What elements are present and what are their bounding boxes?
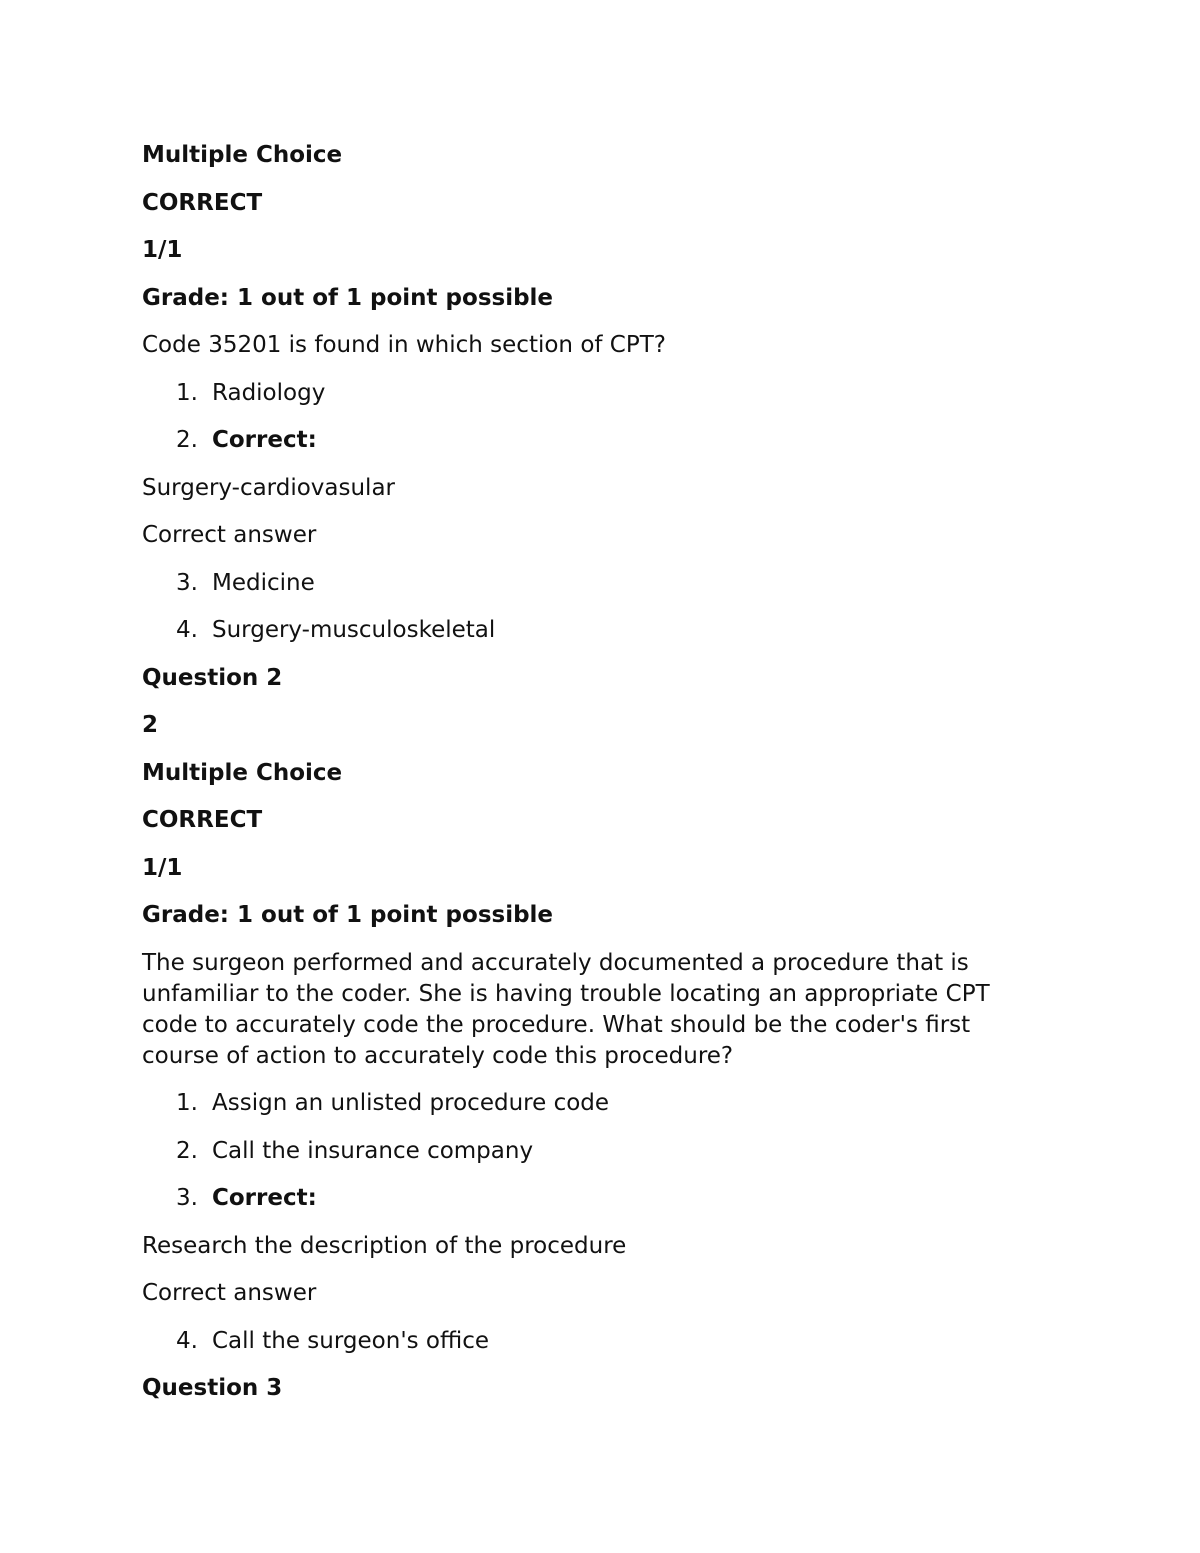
q1-option-4: 4. Surgery-musculoskeletal	[176, 617, 496, 643]
q2-option-1: 1. Assign an unlisted procedure code	[176, 1090, 610, 1116]
q1-question: Code 35201 is found in which section of CPT?	[142, 332, 666, 358]
q2-type: Multiple Choice	[142, 759, 343, 786]
q1-score: 1/1	[142, 237, 183, 263]
q2-option-2: 2. Call the insurance company	[176, 1137, 534, 1164]
q2-status: CORRECT	[142, 807, 263, 833]
q2-correct-label: Correct answer	[142, 1280, 317, 1306]
q1-option-2: 2. Correct:	[176, 427, 317, 453]
document-page	[142, 140, 1042, 1421]
q1-option-3: 3. Medicine	[176, 569, 315, 596]
q2-grade: Grade: 1 out of 1 point possible	[142, 902, 554, 928]
q1-status: CORRECT	[142, 189, 263, 216]
q1-type: Multiple Choice	[142, 142, 343, 168]
q2-score: 1/1	[142, 854, 183, 881]
q1-correct-text: Surgery-cardiovasular	[142, 474, 395, 501]
q1-option-1: 1. Radiology	[176, 379, 326, 406]
q2-option-4: 4. Call the surgeon's office	[176, 1327, 490, 1354]
q1-grade: Grade: 1 out of 1 point possible	[142, 284, 554, 311]
q2-option-3: 3. Correct:	[176, 1185, 317, 1211]
q2-question: The surgeon performed and accurately documented a procedure that is unfamiliar to the coder. She is having trouble locating an appropriate CPT code to accurately code the procedure. What should be the coder's first course of action to accurately code this procedure?	[142, 949, 990, 1069]
q2-heading: Question 2	[142, 664, 283, 691]
q2-number: 2	[142, 712, 159, 738]
q2-correct-text: Research the description of the procedure	[142, 1232, 627, 1259]
q3-heading: Question 3	[142, 1375, 283, 1401]
q1-correct-label: Correct answer	[142, 522, 317, 548]
